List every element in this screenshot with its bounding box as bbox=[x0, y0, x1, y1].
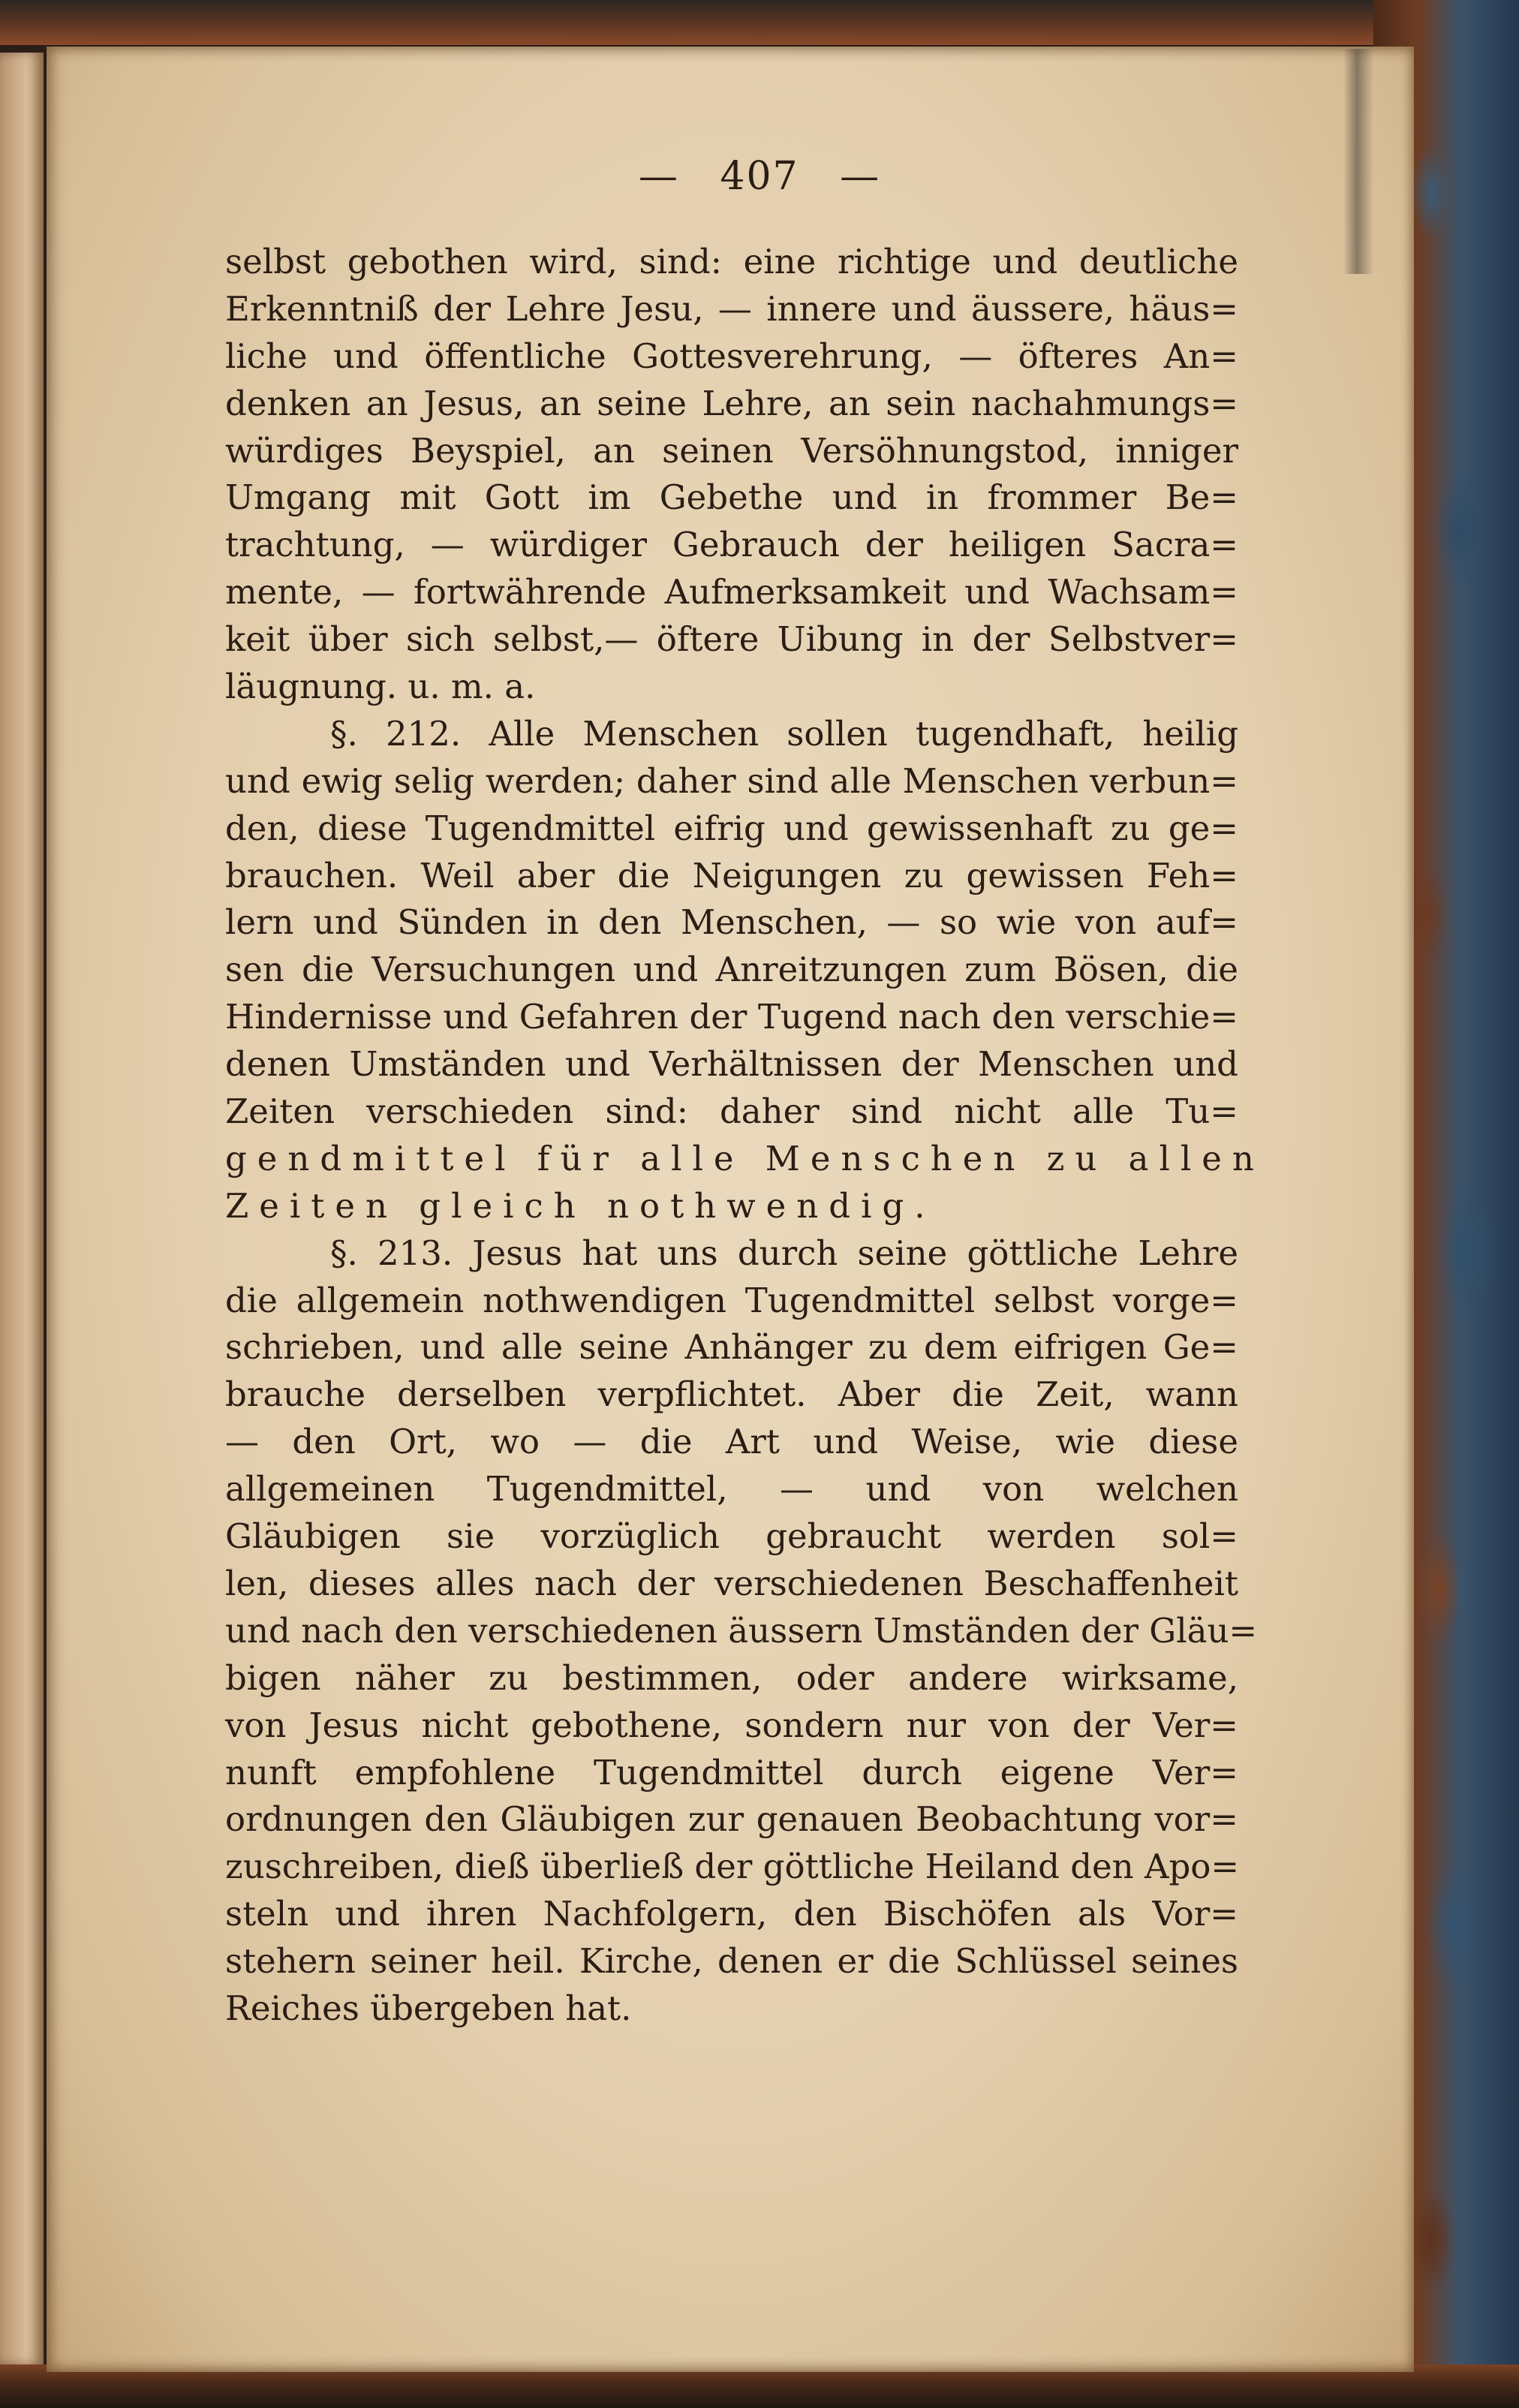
text-line: und nach den verschiedenen äussern Umständen der Gläu= bbox=[225, 1610, 1258, 1651]
header-dash-right: — bbox=[840, 154, 881, 199]
text-line: denken an Jesus, an seine Lehre, an sein nachahmungs= bbox=[225, 383, 1238, 423]
text-line: von Jesus nicht gebothene, sondern nur von der Ver= bbox=[225, 1705, 1238, 1745]
text-line: Reiches übergeben hat. bbox=[225, 1988, 632, 2028]
text-line: läugnung. u. m. a. bbox=[225, 667, 536, 707]
text-line: denen Umständen und Verhältnissen der Menschen und bbox=[225, 1044, 1238, 1085]
text-line: keit über sich selbst,— öftere Uibung in der Selbstver= bbox=[225, 619, 1238, 660]
text-line: Umgang mit Gott im Gebethe und in frommer Be= bbox=[225, 477, 1238, 518]
facing-page-edge bbox=[0, 53, 44, 2364]
text-line: trachtung, — würdiger Gebrauch der heiligen Sacra= bbox=[225, 525, 1238, 565]
book-cover-top bbox=[0, 0, 1519, 45]
text-line: bigen näher zu bestimmen, oder andere wirksame, bbox=[225, 1657, 1238, 1698]
text-line: Gläubigen sie vorzüglich gebraucht werden sol= bbox=[225, 1516, 1238, 1557]
text-line: Zeiten verschieden sind: daher sind nicht alle Tu= bbox=[225, 1091, 1238, 1132]
section-213-start: §. 213. Jesus hat uns durch seine göttliche Lehre bbox=[330, 1233, 1238, 1273]
text-line-spaced: gendmittel für alle Menschen zu allen bbox=[225, 1138, 1265, 1178]
text-line: schrieben, und alle seine Anhänger zu dem eifrigen Ge= bbox=[225, 1327, 1238, 1368]
text-line: lern und Sünden in den Menschen, — so wie von auf= bbox=[225, 902, 1238, 943]
text-line: sen die Versuchungen und Anreitzungen zum Bösen, die bbox=[225, 950, 1238, 990]
text-line: stehern seiner heil. Kirche, denen er die Schlüssel seines bbox=[225, 1941, 1238, 1982]
text-line: Hindernisse und Gefahren der Tugend nach den verschie= bbox=[225, 997, 1238, 1037]
body-text bbox=[225, 239, 1265, 2033]
section-212-start: §. 212. Alle Menschen sollen tugendhaft, heilig bbox=[330, 713, 1238, 754]
text-line: und ewig selig werden; daher sind alle Menschen verbun= bbox=[225, 760, 1238, 801]
page-header bbox=[0, 154, 1519, 199]
header-dash-left: — bbox=[638, 154, 679, 199]
page-number: 407 bbox=[720, 154, 799, 199]
text-line: den, diese Tugendmittel eifrig und gewissenhaft zu ge= bbox=[225, 808, 1238, 848]
text-line: steln und ihren Nachfolgern, den Bischöfen als Vor= bbox=[225, 1894, 1238, 1934]
text-line-spaced: Zeiten gleich nothwendig. bbox=[225, 1185, 936, 1226]
text-line: Erkenntniß der Lehre Jesu, — innere und äussere, häus= bbox=[225, 288, 1238, 329]
text-line: brauche derselben verpflichtet. Aber die Zeit, wann bbox=[225, 1374, 1238, 1415]
text-line: die allgemein nothwendigen Tugendmittel selbst vorge= bbox=[225, 1280, 1238, 1320]
text-line: len, dieses alles nach der verschiedenen Beschaffenheit bbox=[225, 1563, 1238, 1603]
text-line: zuschreiben, dieß überließ der göttliche Heiland den Apo= bbox=[225, 1847, 1240, 1887]
text-line: liche und öffentliche Gottesverehrung, — öfteres An= bbox=[225, 336, 1238, 376]
text-line: — den Ort, wo — die Art und Weise, wie diese bbox=[225, 1422, 1238, 1462]
text-line: selbst gebothen wird, sind: eine richtige und deutliche bbox=[225, 242, 1238, 281]
text-line: würdiges Beyspiel, an seinen Versöhnungstod, inniger bbox=[225, 430, 1238, 471]
text-line: brauchen. Weil aber die Neigungen zu gewissen Feh= bbox=[225, 855, 1238, 895]
text-line: ordnungen den Gläubigen zur genauen Beobachtung vor= bbox=[225, 1799, 1238, 1840]
text-line: nunft empfohlene Tugendmittel durch eigene Ver= bbox=[225, 1752, 1238, 1792]
text-line: mente, — fortwährende Aufmerksamkeit und Wachsam= bbox=[225, 572, 1238, 613]
text-line: allgemeinen Tugendmittel, — und von welchen bbox=[225, 1469, 1238, 1510]
